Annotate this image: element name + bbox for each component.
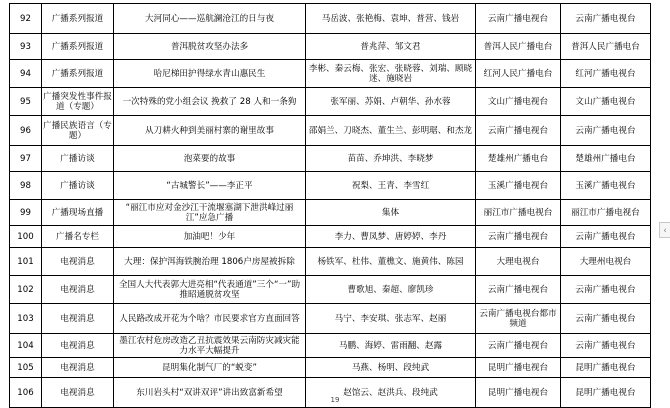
category-cell: 广播突发性事件报道（专题） xyxy=(42,88,114,116)
title-cell: 从刀耕火种到美丽村寨的谢里故事 xyxy=(114,116,306,146)
row-number: 96 xyxy=(10,116,42,146)
category-cell: 广播民族语言（专题） xyxy=(42,116,114,146)
table-row xyxy=(10,60,651,88)
org-cell: 云南广播电视台 xyxy=(476,116,561,146)
publisher-cell: 云南广播电视台 xyxy=(561,4,651,34)
row-number: 102 xyxy=(10,276,42,304)
publisher-cell: 楚雄州广播电台 xyxy=(561,146,651,172)
org-cell: 普洱人民广播电台 xyxy=(476,34,561,60)
title-cell: 哈尼梯田护得绿水青山惠民生 xyxy=(114,60,306,88)
authors-cell: 马岳波、张艳梅、袁坤、普营、钱岩 xyxy=(306,4,476,34)
row-number: 101 xyxy=(10,248,42,276)
authors-cell: 邵娟兰、刀晓杰、董生兰、彭明琚、和杰龙 xyxy=(306,116,476,146)
title-cell: 全国人大代表郭大进亮相“代表通道”三个“一”助推昭通脱贫攻坚 xyxy=(114,276,306,304)
category-cell: 电视消息 xyxy=(42,248,114,276)
table-row xyxy=(10,276,651,304)
title-cell: “丽江市应对金沙江干流堰塞湖下泄洪峰过丽江”应急广播 xyxy=(114,200,306,226)
publisher-cell: 文山广播电视台 xyxy=(561,88,651,116)
category-cell: 广播系列报道 xyxy=(42,34,114,60)
category-cell: 电视消息 xyxy=(42,334,114,358)
org-cell: 丽江市广播电视台 xyxy=(476,200,561,226)
org-cell: 云南广播电视台 xyxy=(476,276,561,304)
side-scroll-handle[interactable]: ‹ xyxy=(659,222,670,238)
title-cell: “古城警长”——李正平 xyxy=(114,172,306,200)
publisher-cell: 云南广播电视台 xyxy=(561,276,651,304)
table-row xyxy=(10,146,651,172)
publisher-cell: 云南广播电视台 xyxy=(561,116,651,146)
authors-cell: 张军丽、苏娟、卢朝华、孙水蓉 xyxy=(306,88,476,116)
authors-cell: 马燕、杨明、段纯武 xyxy=(306,358,476,378)
title-cell: 泡菜要的故事 xyxy=(114,146,306,172)
title-cell: 一次特殊的党小组会议 挽救了 28 人和一条狗 xyxy=(114,88,306,116)
category-cell: 广播访谈 xyxy=(42,146,114,172)
category-cell: 广播访谈 xyxy=(42,172,114,200)
row-number: 106 xyxy=(10,378,42,408)
org-cell: 云南广播电视台 xyxy=(476,334,561,358)
table-row xyxy=(10,358,651,378)
authors-cell: 集体 xyxy=(306,200,476,226)
authors-cell: 马宁、李安琪、张志军、赵丽 xyxy=(306,304,476,334)
publisher-cell: 红河广播电视台 xyxy=(561,60,651,88)
row-number: 103 xyxy=(10,304,42,334)
title-cell: 墨江农村危房改造乙丑抗震效果云南防灾减灾能力水平大幅提升 xyxy=(114,334,306,358)
category-cell: 电视消息 xyxy=(42,276,114,304)
table-row xyxy=(10,304,651,334)
org-cell: 红河人民广播电台 xyxy=(476,60,561,88)
publisher-cell: 昆明广播电视台 xyxy=(561,378,651,408)
publisher-cell: 普洱人民广播电台 xyxy=(561,34,651,60)
row-number: 105 xyxy=(10,358,42,378)
category-cell: 广播系列报道 xyxy=(42,4,114,34)
table-row xyxy=(10,116,651,146)
org-cell: 大理电视台 xyxy=(476,248,561,276)
org-cell: 楚雄州广播电台 xyxy=(476,146,561,172)
publisher-cell: 玉溪广播电视台 xyxy=(561,172,651,200)
authors-cell: 祝梨、王青、李雪红 xyxy=(306,172,476,200)
table-row xyxy=(10,226,651,248)
row-number: 97 xyxy=(10,146,42,172)
title-cell: 人民路改成开花为个啥？市民要求官方直面回答 xyxy=(114,304,306,334)
row-number: 104 xyxy=(10,334,42,358)
table-row xyxy=(10,172,651,200)
category-cell: 广播现场直播 xyxy=(42,200,114,226)
authors-cell: 赵馆云、赵洪兵、段纯武 xyxy=(306,378,476,408)
publisher-cell: 昆明广播电视台 xyxy=(561,358,651,378)
row-number: 95 xyxy=(10,88,42,116)
row-number: 94 xyxy=(10,60,42,88)
org-cell: 云南广播电视台 xyxy=(476,226,561,248)
row-number: 93 xyxy=(10,34,42,60)
category-cell: 电视消息 xyxy=(42,378,114,408)
authors-cell: 普兆萍、邹文君 xyxy=(306,34,476,60)
title-cell: 大理：保护洱海铁腕治理 1806户房屋被拆除 xyxy=(114,248,306,276)
authors-cell: 苗苗、乔坤洪、李晓梦 xyxy=(306,146,476,172)
awards-table xyxy=(9,3,651,408)
table-row xyxy=(10,248,651,276)
category-cell: 电视消息 xyxy=(42,358,114,378)
row-number: 92 xyxy=(10,4,42,34)
org-cell: 昆明广播电视台 xyxy=(476,378,561,408)
publisher-cell: 丽江市广播电视台 xyxy=(561,200,651,226)
publisher-cell: 云南广播电视台 xyxy=(561,226,651,248)
page-number: 19 xyxy=(330,396,340,404)
publisher-cell: 大理州电视台 xyxy=(561,248,651,276)
title-cell: 加油吧！少年 xyxy=(114,226,306,248)
authors-cell: 曹歌旭、秦超、廖凯珍 xyxy=(306,276,476,304)
org-cell: 云南广播电视台都市频道 xyxy=(476,304,561,334)
table-row xyxy=(10,34,651,60)
table-row xyxy=(10,4,651,34)
row-number: 98 xyxy=(10,172,42,200)
authors-cell: 杨铁军、杜伟、董樵文、施黄伟、陈园 xyxy=(306,248,476,276)
org-cell: 文山广播电视台 xyxy=(476,88,561,116)
row-number: 99 xyxy=(10,200,42,226)
title-cell: 昆明集化制气厂的“蜕变” xyxy=(114,358,306,378)
authors-cell: 李力、曹凤梦、唐婷婷、李丹 xyxy=(306,226,476,248)
title-cell: 普洱脱贫攻坚办法多 xyxy=(114,34,306,60)
publisher-cell: 云南广播电视台 xyxy=(561,334,651,358)
category-cell: 广播系列报道 xyxy=(42,60,114,88)
org-cell: 玉溪广播电视台 xyxy=(476,172,561,200)
row-number: 100 xyxy=(10,226,42,248)
authors-cell: 李彬、秦云梅、张宏、张晓蓉、刘瑞、顾晓迷、施晓岩 xyxy=(306,60,476,88)
title-cell: 大河同心——巡航澜沧江的日与夜 xyxy=(114,4,306,34)
category-cell: 电视消息 xyxy=(42,304,114,334)
title-cell: 东川岩头村“双讲双评”讲出致富新希望 xyxy=(114,378,306,408)
table-row xyxy=(10,200,651,226)
publisher-cell: 云南广播电视台 xyxy=(561,304,651,334)
table-row xyxy=(10,334,651,358)
org-cell: 云南广播电视台 xyxy=(476,4,561,34)
table-body xyxy=(10,4,651,408)
authors-cell: 马鹏、海婷、雷雨翻、赵露 xyxy=(306,334,476,358)
org-cell: 昆明广播电视台 xyxy=(476,358,561,378)
category-cell: 广播名专栏 xyxy=(42,226,114,248)
table-row xyxy=(10,88,651,116)
